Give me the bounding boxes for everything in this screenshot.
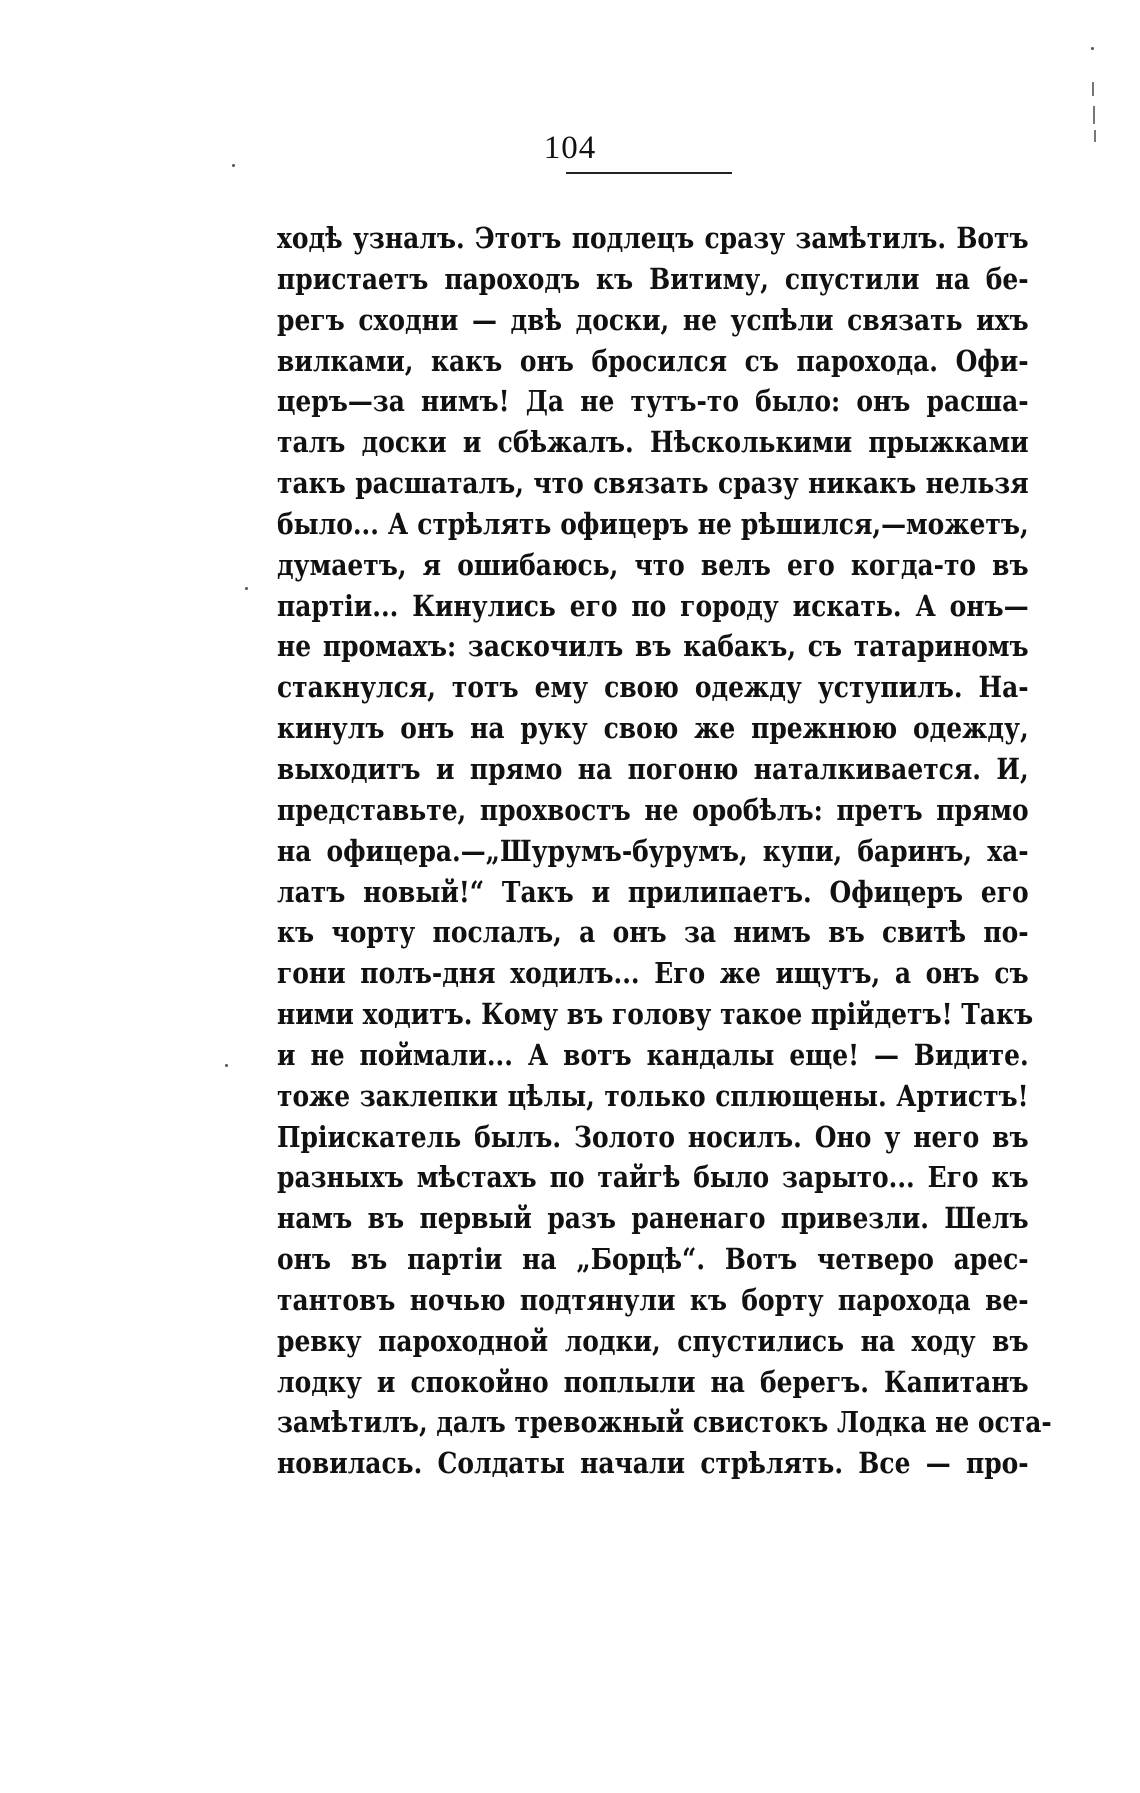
text-line: гони полъ-дня ходилъ... Его же ищутъ, а онъ съ (277, 956, 1029, 991)
text-line: къ чорту послалъ, а онъ за нимъ въ свитѣ по- (277, 915, 1029, 950)
page-number: 104 (543, 130, 597, 166)
text-line: пристаетъ пароходъ къ Витиму, спустили на бе- (277, 261, 1029, 296)
text-line: ходѣ узналъ. Этотъ подлецъ сразу замѣтилъ. Вотъ (277, 221, 1029, 255)
text-line: на офицера.—„Шурумъ-бурумъ, купи, баринъ, ха- (277, 833, 1029, 868)
text-line: ними ходитъ. Кому въ голову такое прійдетъ! Такъ (277, 997, 1034, 1032)
text-line: выходитъ и прямо на погоню наталкивается. И, (277, 751, 1029, 786)
text-line: представьте, прохвостъ не оробѣлъ: претъ прямо (277, 792, 1029, 827)
scan-edge-mark (1092, 82, 1094, 96)
text-line: замѣтилъ, далъ тревожный свистокъ Лодка не оста- (277, 1405, 1052, 1440)
text-line: такъ расшаталъ, что связать сразу никакъ нельзя (277, 466, 1029, 501)
text-line: талъ доски и сбѣжалъ. Нѣсколькими прыжками (277, 425, 1029, 460)
header-rule (566, 172, 732, 174)
text-line: стакнулся, тотъ ему свою одежду уступилъ. На- (277, 670, 1029, 705)
text-line: церъ—за нимъ! Да не тутъ-то было: онъ расша- (277, 384, 1029, 419)
scan-speck (1091, 47, 1094, 50)
scan-speck (245, 587, 248, 590)
text-line: намъ въ первый разъ раненаго привезли. Шелъ (277, 1201, 1029, 1236)
text-line: думаетъ, я ошибаюсь, что велъ его когда-то въ (277, 547, 1029, 582)
text-line: регъ сходни — двѣ доски, не успѣли связать ихъ (277, 302, 1029, 337)
scan-speck (232, 164, 235, 167)
scan-edge-mark (1094, 130, 1096, 142)
text-line: онъ въ партіи на „Борцѣ“. Вотъ четверо арес- (277, 1242, 1029, 1277)
text-line: вилками, какъ онъ бросился съ парохода. Офи- (277, 343, 1029, 378)
text-line: Пріискатель былъ. Золото носилъ. Оно у него въ (277, 1119, 1029, 1154)
scan-speck (225, 1064, 228, 1067)
scan-edge-mark (1093, 106, 1095, 124)
text-line: латъ новый!“ Такъ и прилипаетъ. Офицеръ его (277, 874, 1029, 909)
text-line: было... А стрѣлять офицеръ не рѣшился,—можетъ, (277, 506, 1029, 541)
text-body (277, 218, 1052, 1484)
text-line: лодку и спокойно поплыли на берегъ. Капитанъ (277, 1364, 1029, 1399)
text-line: партіи... Кинулись его по городу искать. А онъ— (277, 588, 1029, 623)
text-line: новилась. Солдаты начали стрѣлять. Все — про- (277, 1446, 1029, 1481)
text-line: не промахъ: заскочилъ въ кабакъ, съ татариномъ (277, 629, 1029, 664)
text-line: ревку пароходной лодки, спустились на ходу въ (277, 1323, 1029, 1358)
text-line: тоже заклепки цѣлы, только сплющены. Артистъ! (277, 1078, 1029, 1113)
text-line: тантовъ ночью подтянули къ борту парохода ве- (277, 1282, 1029, 1317)
text-line: и не поймали... А вотъ кандалы еще! — Видите. (277, 1037, 1029, 1072)
text-line: кинулъ онъ на руку свою же прежнюю одежду, (277, 711, 1029, 746)
text-line: разныхъ мѣстахъ по тайгѣ было зарыто... Его къ (277, 1160, 1029, 1195)
